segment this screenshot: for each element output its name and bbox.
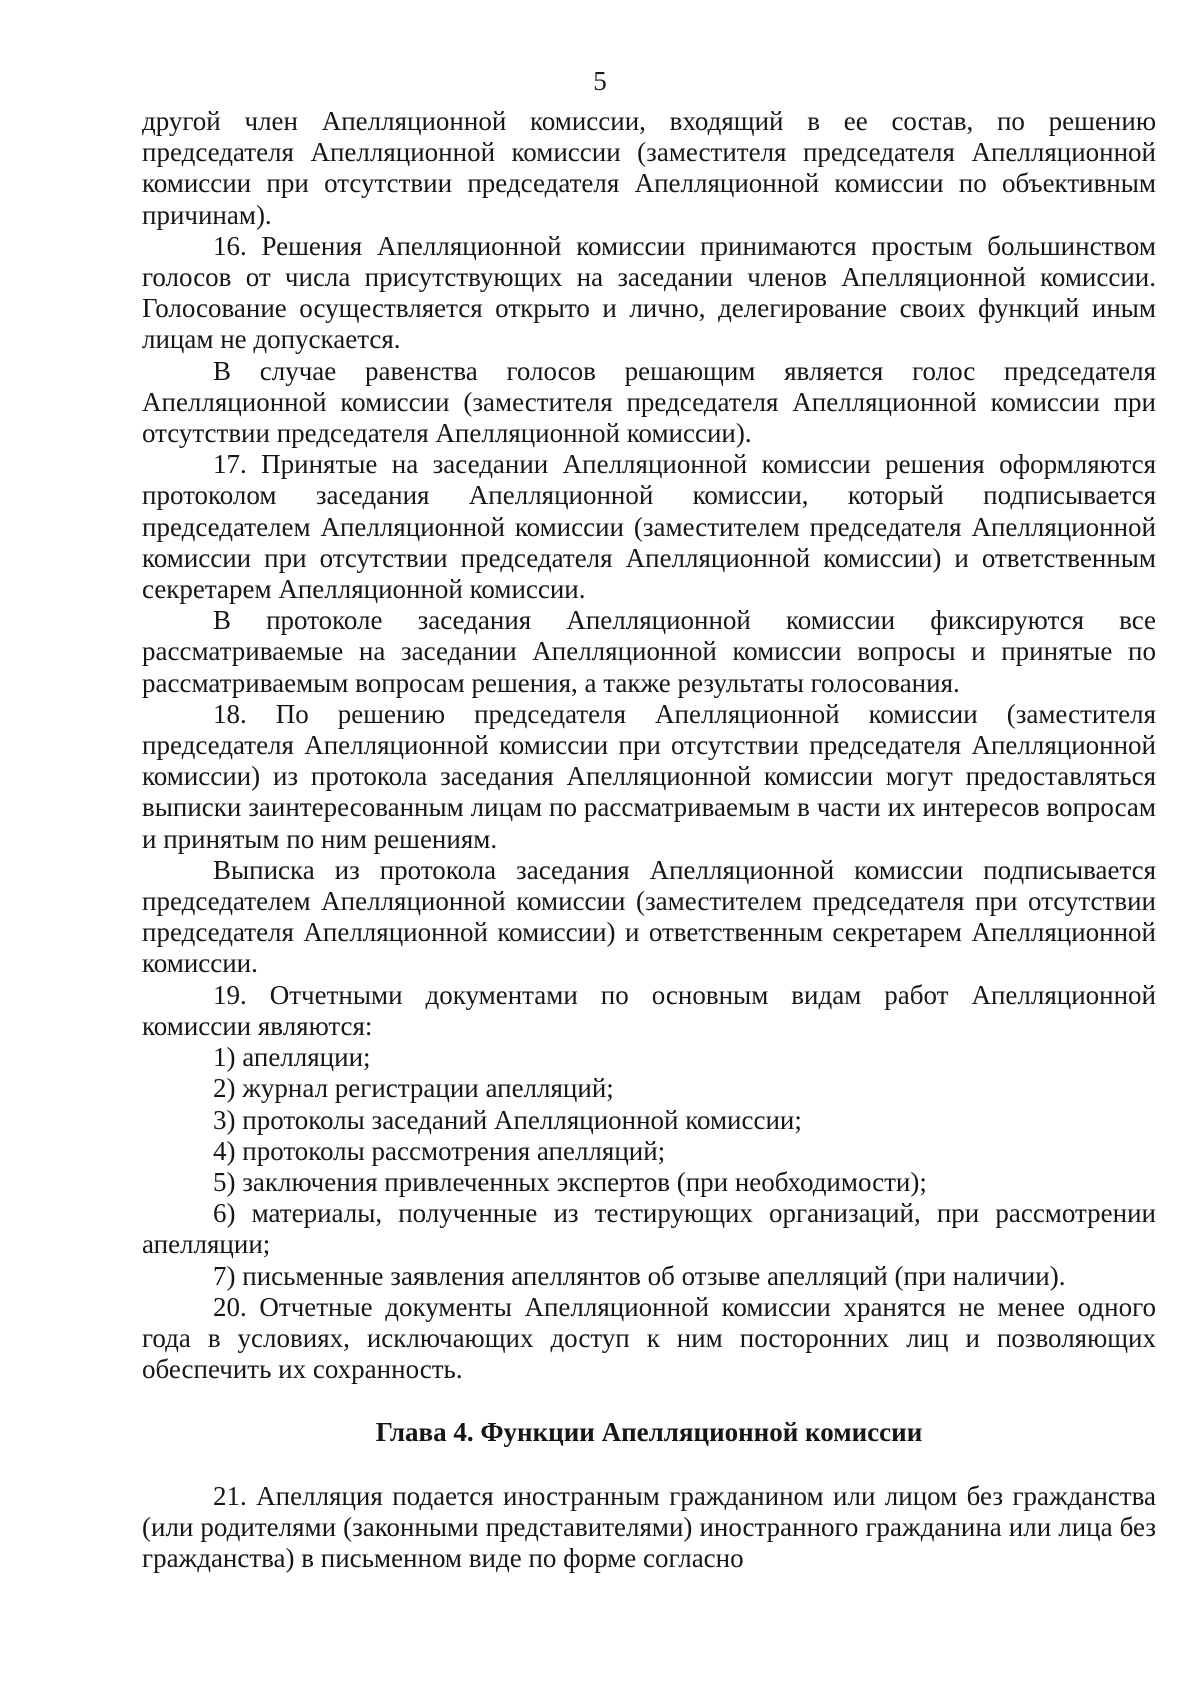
paragraph: Выписка из протокола заседания Апелляционной комиссии подписывается председателем Апелляционной комиссии (заместителем председателя при отсутствии председателя Апелляционной комиссии) и ответственным секретарем Апелляционной комиссии.: [142, 854, 1156, 979]
list-item: 6) материалы, полученные из тестирующих организаций, при рассмотрении апелляции;: [142, 1198, 1156, 1260]
page-number: 5: [593, 66, 607, 96]
paragraph-17: 17. Принятые на заседании Апелляционной комиссии решения оформляются протоколом заседания Апелляционной комиссии, который подписывается председателем Апелляционной комиссии (заместителем председателя Апелляционной комиссии при отсутствии председателя Апелляционной комиссии) и ответственным секретарем Апелляционной комиссии.: [142, 449, 1156, 605]
document-body: [142, 106, 1156, 1574]
list-item: 3) протоколы заседаний Апелляционной комиссии;: [213, 1104, 802, 1135]
list-item: 1) апелляции;: [213, 1042, 371, 1073]
paragraph: В случае равенства голосов решающим является голос председателя Апелляционной комиссии (заместителя председателя Апелляционной комиссии при отсутствии председателя Апелляционной комиссии).: [142, 355, 1156, 449]
list-item: 5) заключения привлеченных экспертов (при необходимости);: [213, 1166, 927, 1197]
list-item: 2) журнал регистрации апелляций;: [213, 1073, 614, 1104]
paragraph: В протоколе заседания Апелляционной комиссии фиксируются все рассматриваемые на заседании Апелляционной комиссии вопросы и принятые по рассматриваемым вопросам решения, а также результаты голосования.: [142, 605, 1156, 698]
list-item: 4) протоколы рассмотрения апелляций;: [213, 1135, 666, 1166]
paragraph: другой член Апелляционной комиссии, входящий в ее состав, по решению председателя Апелляционной комиссии (заместителя председателя Апелляционной комиссии при отсутствии председателя Апелляционной комиссии по объективным причинам).: [142, 106, 1156, 230]
chapter-title: Глава 4. Функции Апелляционной комиссии: [375, 1417, 923, 1448]
chapter-heading: [142, 1417, 1156, 1448]
paragraph-19: 19. Отчетными документами по основным видам работ Апелляционной комиссии являются:: [142, 979, 1156, 1041]
paragraph-16: 16. Решения Апелляционной комиссии принимаются простым большинством голосов от числа присутствующих на заседании членов Апелляционной комиссии. Голосование осуществляется открыто и лично, делегирование своих функций иным лицам не допускается.: [142, 230, 1156, 355]
list-item: 7) письменные заявления апеллянтов об отзыве апелляций (при наличии).: [213, 1260, 1066, 1291]
paragraph-18: 18. По решению председателя Апелляционной комиссии (заместителя председателя Апелляционной комиссии при отсутствии председателя Апелляционной комиссии) из протокола заседания Апелляционной комиссии могут предоставляться выписки заинтересованным лицам по рассматриваемым в части их интересов вопросам и принятым по ним решениям.: [142, 698, 1156, 854]
paragraph-21: 21. Апелляция подается иностранным гражданином или лицом без гражданства (или родителями (законными представителями) иностранного гражданина или лица без гражданства) в письменном виде по форме согласно: [142, 1480, 1156, 1573]
paragraph-20: 20. Отчетные документы Апелляционной комиссии хранятся не менее одного года в условиях, исключающих доступ к ним посторонних лиц и позволяющих обеспечить их сохранность.: [142, 1291, 1156, 1385]
